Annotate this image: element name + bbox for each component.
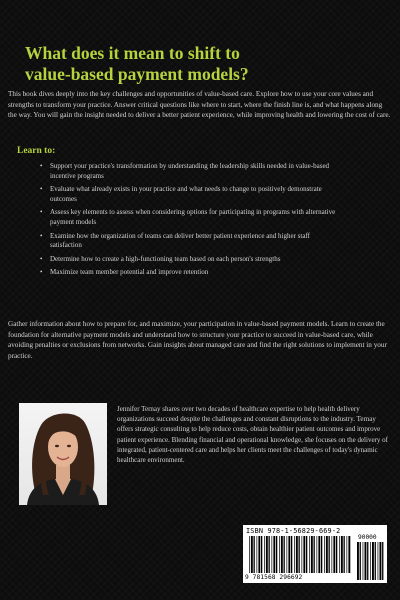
summary-paragraph: Gather information about how to prepare for, and maximize, your participation in value-based payment models. Learn to create the foundation for alternative payment models and understand how to structure your practice to succeed in value-based care, while avoiding penalties or exclusions from networks. Gain insights about managed care and find the right solutions to implement in your practice. <box>8 320 387 360</box>
learn-list <box>40 162 340 282</box>
barcode-bar <box>294 536 295 573</box>
barcode-bar <box>302 536 303 573</box>
barcode-bar <box>303 536 305 573</box>
barcode-bar <box>367 542 368 580</box>
barcode-bar <box>326 536 328 573</box>
list-item: • Examine how the organization of teams can deliver better patient experience and higher staff satisfaction <box>40 232 340 251</box>
barcode-bar <box>272 536 273 573</box>
barcode-bar <box>341 536 343 573</box>
barcode-bar <box>291 536 292 573</box>
barcode-bar <box>344 536 345 573</box>
list-item: • Maximize team member potential and improve retention <box>40 268 340 278</box>
barcode-bar <box>273 536 275 573</box>
list-item: • Assess key elements to assess when considering options for participating in programs with alternative payment models <box>40 208 340 227</box>
barcode-bar <box>329 536 330 573</box>
barcode-bar <box>279 536 280 573</box>
barcode-bar <box>348 536 350 573</box>
barcode-bar <box>372 542 374 580</box>
barcode-bar <box>336 536 337 573</box>
barcode-bar <box>318 536 320 573</box>
barcode-bar <box>365 542 367 580</box>
barcode-bar <box>333 536 335 573</box>
barcode-bar <box>339 536 340 573</box>
price-code: 90000 <box>358 534 377 541</box>
barcode-bar <box>370 542 371 580</box>
intro-paragraph: This book dives deeply into the key challenges and opportunities of value-based care. Explore how to use your core values and strengths to transform your practice. Answer critical questions like where to start, where the finish line is, and what happens along the way. You will gain the insight needed to deliver a better patient experience, while improving health and lowering the cost of care. <box>8 90 391 120</box>
headline <box>25 43 385 85</box>
barcode-bar <box>360 542 361 580</box>
barcode-bar <box>382 542 383 580</box>
barcode-bar <box>281 536 283 573</box>
barcode-bar <box>296 536 298 573</box>
barcode-bar <box>317 536 318 573</box>
author-bio: Jennifer Ternay shares over two decades of healthcare expertise to help health delivery organizations succeed despite the challenges and constant disruptions to the industry. Ternay offers strategic consulting to help reduce costs, obtain healthier patient outcomes and improve patient experience. Blending financial and operational knowledge, she focuses on the delivery of integrated, patient-centered care and helps her clients meet the challenges of today's dynamic healthcare environment. <box>117 405 388 465</box>
barcode-bar <box>276 536 277 573</box>
list-item: • Support your practice's transformation by understanding the leadership skills needed in value-based incentive programs <box>40 162 340 181</box>
author-photo <box>19 403 107 505</box>
barcode-bar <box>287 536 288 573</box>
barcode-bar <box>309 536 310 573</box>
barcode-bar <box>264 536 265 573</box>
list-item: • Determine how to create a high-functioning team based on each person's strengths <box>40 255 340 265</box>
barcode-bar <box>269 536 270 573</box>
headline-line-2: value-based payment models? <box>25 64 249 84</box>
barcode-bar <box>378 542 379 580</box>
barcode-bar <box>332 536 333 573</box>
barcode-bar <box>306 536 307 573</box>
learn-heading: Learn to: <box>17 146 56 156</box>
barcode-bar <box>347 536 348 573</box>
barcode-bar <box>311 536 313 573</box>
barcode-bar <box>314 536 315 573</box>
barcode-bar <box>363 542 364 580</box>
barcode-bar <box>284 536 285 573</box>
barcode-bar <box>380 542 382 580</box>
barcode-digits: 9 781568 296692 <box>245 574 303 581</box>
barcode-bar <box>251 536 253 573</box>
barcode-bar <box>261 536 262 573</box>
isbn-label: ISBN 978-1-56829-669-2 <box>246 527 341 535</box>
barcode-bar <box>288 536 290 573</box>
barcode-bar <box>357 542 359 580</box>
barcode-bar <box>299 536 300 573</box>
barcode <box>243 525 387 583</box>
barcode-bar <box>254 536 255 573</box>
list-item: • Evaluate what already exists in your practice and what needs to change to positively demonstrate outcomes <box>40 185 340 204</box>
barcode-bar <box>266 536 268 573</box>
headline-line-1: What does it mean to shift to <box>25 43 240 63</box>
barcode-bar <box>257 536 258 573</box>
barcode-bar <box>375 542 376 580</box>
barcode-bar <box>324 536 325 573</box>
barcode-bar <box>321 536 322 573</box>
barcode-bar <box>249 536 250 573</box>
barcode-bar <box>258 536 260 573</box>
